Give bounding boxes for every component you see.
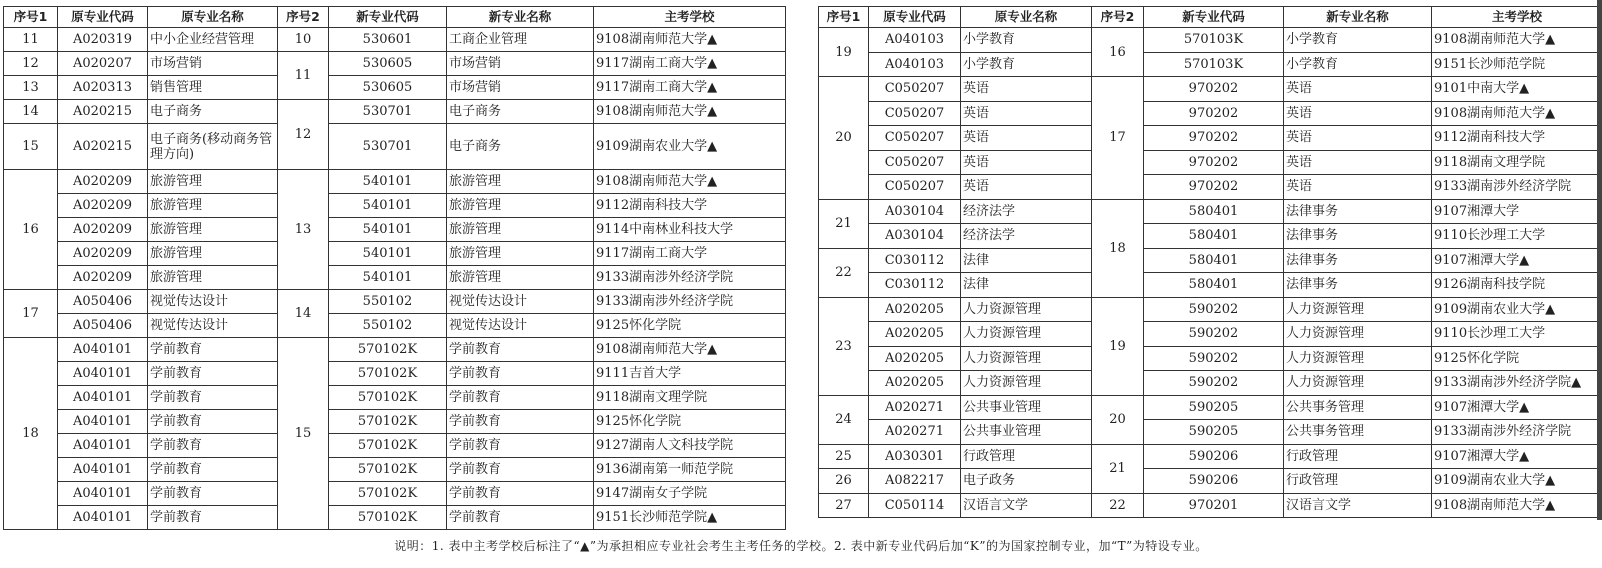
- table-row: [819, 469, 1602, 494]
- new-code-cell: 590206: [1144, 469, 1284, 494]
- new-code-cell: 550102: [329, 314, 447, 338]
- new-code-cell: 540101: [329, 218, 447, 242]
- table-row: [819, 273, 1602, 298]
- new-code-cell: 580401: [1144, 273, 1284, 298]
- old-name-cell: 英语: [961, 77, 1092, 102]
- new-code-cell: 570102K: [329, 458, 447, 482]
- old-code-cell: A020271: [869, 395, 961, 420]
- school-cell: 9117湖南工商大学▲: [594, 52, 786, 76]
- col-school-header: 主考学校: [594, 7, 786, 28]
- new-code-cell: 590202: [1144, 371, 1284, 396]
- new-code-cell: 570102K: [329, 506, 447, 530]
- right-table: [818, 6, 1602, 518]
- old-code-cell: A020207: [58, 52, 148, 76]
- new-name-cell: 人力资源管理: [1284, 297, 1432, 322]
- school-cell: 9101中南大学▲: [1432, 77, 1602, 102]
- school-cell: 9133湖南涉外经济学院: [594, 290, 786, 314]
- new-code-cell: 530601: [329, 28, 447, 52]
- old-code-cell: C050207: [869, 175, 961, 200]
- old-code-cell: C050207: [869, 77, 961, 102]
- school-cell: 9118湖南文理学院: [594, 386, 786, 410]
- old-code-cell: A040101: [58, 338, 148, 362]
- old-code-cell: C030112: [869, 248, 961, 273]
- table-row: [4, 434, 786, 458]
- table-row: [4, 100, 786, 124]
- new-name-cell: 学前教育: [447, 458, 594, 482]
- table-row: [4, 218, 786, 242]
- school-cell: 9133湖南涉外经济学院: [594, 266, 786, 290]
- table-row: [4, 482, 786, 506]
- old-code-cell: C050207: [869, 126, 961, 151]
- old-code-cell: A040101: [58, 506, 148, 530]
- new-code-cell: 590202: [1144, 297, 1284, 322]
- school-cell: 9118湖南文理学院: [1432, 150, 1602, 175]
- new-name-cell: 小学教育: [1284, 28, 1432, 53]
- table-row: [819, 395, 1602, 420]
- table-row: [4, 242, 786, 266]
- old-name-cell: 小学教育: [961, 28, 1092, 53]
- old-name-cell: 旅游管理: [148, 266, 278, 290]
- table-row: [4, 386, 786, 410]
- old-name-cell: 旅游管理: [148, 170, 278, 194]
- table-row: [819, 52, 1602, 77]
- new-name-cell: 视觉传达设计: [447, 314, 594, 338]
- seq2-cell: 22: [1092, 493, 1144, 518]
- new-code-cell: 540101: [329, 242, 447, 266]
- school-cell: 9136湖南第一师范学院: [594, 458, 786, 482]
- table-row: [4, 314, 786, 338]
- table-row: [4, 76, 786, 100]
- old-name-cell: 汉语言文学: [961, 493, 1092, 518]
- new-code-cell: 540101: [329, 194, 447, 218]
- school-cell: 9108湖南师范大学▲: [594, 100, 786, 124]
- school-cell: 9107湘潭大学: [1432, 199, 1602, 224]
- new-name-cell: 视觉传达设计: [447, 290, 594, 314]
- old-code-cell: A030104: [869, 199, 961, 224]
- col-seq2-header: 序号2: [1092, 7, 1144, 28]
- new-name-cell: 汉语言文学: [1284, 493, 1432, 518]
- seq1-cell: 23: [819, 297, 869, 395]
- school-cell: 9117湖南工商大学: [594, 242, 786, 266]
- left-table: [3, 6, 786, 530]
- new-name-cell: 学前教育: [447, 410, 594, 434]
- seq2-cell: 13: [278, 170, 329, 290]
- school-cell: 9112湖南科技大学: [1432, 126, 1602, 151]
- school-cell: 9108湖南师范大学▲: [1432, 101, 1602, 126]
- table-row: [4, 170, 786, 194]
- school-cell: 9133湖南涉外经济学院▲: [1432, 371, 1602, 396]
- new-code-cell: 590206: [1144, 444, 1284, 469]
- seq1-cell: 11: [4, 28, 58, 52]
- new-code-cell: 580401: [1144, 248, 1284, 273]
- new-code-cell: 580401: [1144, 224, 1284, 249]
- school-cell: 9133湖南涉外经济学院: [1432, 420, 1602, 445]
- new-name-cell: 旅游管理: [447, 242, 594, 266]
- school-cell: 9107湘潭大学▲: [1432, 248, 1602, 273]
- school-cell: 9107湘潭大学▲: [1432, 395, 1602, 420]
- old-name-cell: 学前教育: [148, 410, 278, 434]
- new-name-cell: 英语: [1284, 175, 1432, 200]
- old-code-cell: A020215: [58, 100, 148, 124]
- table-row: [4, 506, 786, 530]
- new-name-cell: 学前教育: [447, 434, 594, 458]
- new-name-cell: 行政管理: [1284, 469, 1432, 494]
- table-row: [819, 150, 1602, 175]
- seq2-cell: 17: [1092, 77, 1144, 200]
- seq1-cell: 17: [4, 290, 58, 338]
- old-name-cell: 人力资源管理: [961, 322, 1092, 347]
- school-cell: 9107湘潭大学▲: [1432, 444, 1602, 469]
- old-name-cell: 旅游管理: [148, 194, 278, 218]
- table-row: [4, 338, 786, 362]
- old-code-cell: A040101: [58, 386, 148, 410]
- seq2-cell: 12: [278, 100, 329, 170]
- old-name-cell: 学前教育: [148, 506, 278, 530]
- col-new-code-header: 新专业代码: [329, 7, 447, 28]
- old-code-cell: A020209: [58, 194, 148, 218]
- old-code-cell: A020209: [58, 266, 148, 290]
- new-code-cell: 530701: [329, 100, 447, 124]
- new-code-cell: 970202: [1144, 126, 1284, 151]
- new-name-cell: 英语: [1284, 77, 1432, 102]
- seq2-cell: 11: [278, 52, 329, 100]
- seq1-cell: 26: [819, 469, 869, 494]
- new-code-cell: 590205: [1144, 420, 1284, 445]
- school-cell: 9112湖南科技大学: [594, 194, 786, 218]
- old-name-cell: 人力资源管理: [961, 297, 1092, 322]
- school-cell: 9125怀化学院: [1432, 346, 1602, 371]
- old-code-cell: A040103: [869, 28, 961, 53]
- new-code-cell: 570102K: [329, 338, 447, 362]
- table-row: [819, 248, 1602, 273]
- new-code-cell: 590202: [1144, 322, 1284, 347]
- col-old-code-header: 原专业代码: [58, 7, 148, 28]
- new-code-cell: 570102K: [329, 362, 447, 386]
- new-name-cell: 旅游管理: [447, 194, 594, 218]
- old-name-cell: 销售管理: [148, 76, 278, 100]
- old-code-cell: A020205: [869, 371, 961, 396]
- school-cell: 9108湖南师范大学▲: [1432, 493, 1602, 518]
- new-code-cell: 970202: [1144, 150, 1284, 175]
- new-code-cell: 530701: [329, 124, 447, 170]
- school-cell: 9108湖南师范大学▲: [594, 338, 786, 362]
- school-cell: 9127湖南人文科技学院: [594, 434, 786, 458]
- seq1-cell: 18: [4, 338, 58, 530]
- old-name-cell: 经济法学: [961, 199, 1092, 224]
- seq1-cell: 12: [4, 52, 58, 76]
- table-row: [819, 175, 1602, 200]
- school-cell: 9109湖南农业大学▲: [594, 124, 786, 170]
- seq1-cell: 20: [819, 77, 869, 200]
- new-code-cell: 570103K: [1144, 52, 1284, 77]
- new-name-cell: 公共事务管理: [1284, 420, 1432, 445]
- new-code-cell: 570103K: [1144, 28, 1284, 53]
- new-name-cell: 英语: [1284, 101, 1432, 126]
- seq1-cell: 27: [819, 493, 869, 518]
- old-name-cell: 学前教育: [148, 386, 278, 410]
- table-row: [819, 224, 1602, 249]
- school-cell: 9133湖南涉外经济学院: [1432, 175, 1602, 200]
- old-code-cell: A040101: [58, 434, 148, 458]
- old-name-cell: 学前教育: [148, 458, 278, 482]
- seq2-cell: 19: [1092, 297, 1144, 395]
- seq2-cell: 16: [1092, 28, 1144, 77]
- seq1-cell: 14: [4, 100, 58, 124]
- table-row: [819, 371, 1602, 396]
- new-name-cell: 市场营销: [447, 52, 594, 76]
- old-name-cell: 学前教育: [148, 362, 278, 386]
- new-code-cell: 580401: [1144, 199, 1284, 224]
- old-code-cell: A030301: [869, 444, 961, 469]
- seq1-cell: 22: [819, 248, 869, 297]
- old-name-cell: 英语: [961, 150, 1092, 175]
- old-code-cell: C030112: [869, 273, 961, 298]
- old-name-cell: 英语: [961, 175, 1092, 200]
- old-code-cell: A082217: [869, 469, 961, 494]
- col-school-header: 主考学校: [1432, 7, 1602, 28]
- old-name-cell: 学前教育: [148, 434, 278, 458]
- col-new-name-header: 新专业名称: [447, 7, 594, 28]
- old-code-cell: C050207: [869, 101, 961, 126]
- school-cell: 9111吉首大学: [594, 362, 786, 386]
- new-code-cell: 970202: [1144, 175, 1284, 200]
- table-row: [819, 420, 1602, 445]
- old-code-cell: A020215: [58, 124, 148, 170]
- school-cell: 9109湖南农业大学▲: [1432, 297, 1602, 322]
- seq2-cell: 10: [278, 28, 329, 52]
- table-row: [819, 28, 1602, 53]
- table-row: [819, 199, 1602, 224]
- table-row: [819, 444, 1602, 469]
- table-row: [819, 322, 1602, 347]
- new-name-cell: 人力资源管理: [1284, 346, 1432, 371]
- table-row: [819, 77, 1602, 102]
- old-name-cell: 英语: [961, 126, 1092, 151]
- col-seq2-header: 序号2: [278, 7, 329, 28]
- seq1-cell: 15: [4, 124, 58, 170]
- footnote: 说明：1. 表中主考学校后标注了“▲”为承担相应专业社会考生主考任务的学校。2. 表中新专业代码后加“K”的为国家控制专业，加“T”为特设专业。: [394, 539, 1208, 553]
- school-cell: 9151长沙师范学院: [1432, 52, 1602, 77]
- seq2-cell: 21: [1092, 444, 1144, 493]
- new-name-cell: 学前教育: [447, 386, 594, 410]
- old-name-cell: 电子商务(移动商务管理方向): [148, 124, 278, 170]
- old-name-cell: 电子政务: [961, 469, 1092, 494]
- old-name-cell: 经济法学: [961, 224, 1092, 249]
- new-code-cell: 530605: [329, 76, 447, 100]
- new-code-cell: 570102K: [329, 434, 447, 458]
- new-code-cell: 540101: [329, 266, 447, 290]
- old-name-cell: 视觉传达设计: [148, 314, 278, 338]
- new-code-cell: 570102K: [329, 410, 447, 434]
- school-cell: 9110长沙理工大学: [1432, 322, 1602, 347]
- table-row: [819, 126, 1602, 151]
- new-name-cell: 工商企业管理: [447, 28, 594, 52]
- new-code-cell: 970201: [1144, 493, 1284, 518]
- seq2-cell: 14: [278, 290, 329, 338]
- old-name-cell: 公共事业管理: [961, 420, 1092, 445]
- school-cell: 9125怀化学院: [594, 410, 786, 434]
- school-cell: 9151长沙师范学院▲: [594, 506, 786, 530]
- old-code-cell: C050207: [869, 150, 961, 175]
- col-old-name-header: 原专业名称: [961, 7, 1092, 28]
- old-code-cell: A040101: [58, 410, 148, 434]
- old-code-cell: A050406: [58, 314, 148, 338]
- new-name-cell: 小学教育: [1284, 52, 1432, 77]
- col-new-code-header: 新专业代码: [1144, 7, 1284, 28]
- new-name-cell: 电子商务: [447, 124, 594, 170]
- table-row: [819, 493, 1602, 518]
- old-code-cell: A020209: [58, 218, 148, 242]
- old-code-cell: A020205: [869, 297, 961, 322]
- old-name-cell: 法律: [961, 248, 1092, 273]
- col-seq1-header: 序号1: [4, 7, 58, 28]
- page-edge-rule: [1597, 0, 1602, 520]
- old-code-cell: A040103: [869, 52, 961, 77]
- table-row: [4, 290, 786, 314]
- new-name-cell: 学前教育: [447, 338, 594, 362]
- old-name-cell: 英语: [961, 101, 1092, 126]
- new-name-cell: 学前教育: [447, 362, 594, 386]
- school-cell: 9126湖南科技学院: [1432, 273, 1602, 298]
- seq2-cell: 18: [1092, 199, 1144, 297]
- new-name-cell: 法律事务: [1284, 248, 1432, 273]
- school-cell: 9114中南林业科技大学: [594, 218, 786, 242]
- old-name-cell: 学前教育: [148, 338, 278, 362]
- new-code-cell: 970202: [1144, 101, 1284, 126]
- old-code-cell: A020205: [869, 346, 961, 371]
- table-row: [4, 410, 786, 434]
- table-row: [819, 101, 1602, 126]
- header-row: [819, 7, 1602, 28]
- seq1-cell: 19: [819, 28, 869, 77]
- old-code-cell: A020319: [58, 28, 148, 52]
- col-new-name-header: 新专业名称: [1284, 7, 1432, 28]
- new-code-cell: 970202: [1144, 77, 1284, 102]
- new-name-cell: 法律事务: [1284, 273, 1432, 298]
- old-code-cell: A040101: [58, 458, 148, 482]
- new-name-cell: 公共事务管理: [1284, 395, 1432, 420]
- old-name-cell: 市场营销: [148, 52, 278, 76]
- new-name-cell: 旅游管理: [447, 218, 594, 242]
- new-name-cell: 法律事务: [1284, 224, 1432, 249]
- seq1-cell: 16: [4, 170, 58, 290]
- new-name-cell: 人力资源管理: [1284, 371, 1432, 396]
- col-old-code-header: 原专业代码: [869, 7, 961, 28]
- old-code-cell: C050114: [869, 493, 961, 518]
- school-cell: 9109湖南农业大学▲: [1432, 469, 1602, 494]
- old-name-cell: 小学教育: [961, 52, 1092, 77]
- old-name-cell: 行政管理: [961, 444, 1092, 469]
- old-name-cell: 学前教育: [148, 482, 278, 506]
- new-name-cell: 英语: [1284, 150, 1432, 175]
- new-code-cell: 550102: [329, 290, 447, 314]
- school-cell: 9108湖南师范大学▲: [594, 170, 786, 194]
- seq1-cell: 25: [819, 444, 869, 469]
- new-name-cell: 人力资源管理: [1284, 322, 1432, 347]
- col-old-name-header: 原专业名称: [148, 7, 278, 28]
- table-row: [4, 194, 786, 218]
- old-name-cell: 电子商务: [148, 100, 278, 124]
- new-code-cell: 570102K: [329, 386, 447, 410]
- old-name-cell: 公共事业管理: [961, 395, 1092, 420]
- school-cell: 9108湖南师范大学▲: [1432, 28, 1602, 53]
- school-cell: 9125怀化学院: [594, 314, 786, 338]
- new-name-cell: 学前教育: [447, 482, 594, 506]
- table-row: [4, 458, 786, 482]
- table-row: [819, 346, 1602, 371]
- old-code-cell: A050406: [58, 290, 148, 314]
- old-code-cell: A040101: [58, 362, 148, 386]
- table-row: [819, 297, 1602, 322]
- seq2-cell: 20: [1092, 395, 1144, 444]
- old-code-cell: A020209: [58, 170, 148, 194]
- new-name-cell: 市场营销: [447, 76, 594, 100]
- table-row: [4, 28, 786, 52]
- old-code-cell: A020313: [58, 76, 148, 100]
- old-name-cell: 人力资源管理: [961, 371, 1092, 396]
- old-name-cell: 法律: [961, 273, 1092, 298]
- new-name-cell: 行政管理: [1284, 444, 1432, 469]
- old-code-cell: A020205: [869, 322, 961, 347]
- new-code-cell: 590202: [1144, 346, 1284, 371]
- seq1-cell: 21: [819, 199, 869, 248]
- old-code-cell: A030104: [869, 224, 961, 249]
- new-code-cell: 570102K: [329, 482, 447, 506]
- school-cell: 9110长沙理工大学: [1432, 224, 1602, 249]
- old-name-cell: 中小企业经营管理: [148, 28, 278, 52]
- old-code-cell: A020271: [869, 420, 961, 445]
- seq1-cell: 13: [4, 76, 58, 100]
- new-code-cell: 540101: [329, 170, 447, 194]
- school-cell: 9108湖南师范大学▲: [594, 28, 786, 52]
- old-name-cell: 旅游管理: [148, 242, 278, 266]
- col-seq1-header: 序号1: [819, 7, 869, 28]
- school-cell: 9117湖南工商大学▲: [594, 76, 786, 100]
- new-code-cell: 590205: [1144, 395, 1284, 420]
- old-name-cell: 视觉传达设计: [148, 290, 278, 314]
- old-name-cell: 人力资源管理: [961, 346, 1092, 371]
- old-code-cell: A020209: [58, 242, 148, 266]
- new-name-cell: 英语: [1284, 126, 1432, 151]
- table-row: [4, 362, 786, 386]
- header-row: [4, 7, 786, 28]
- new-name-cell: 旅游管理: [447, 170, 594, 194]
- new-name-cell: 电子商务: [447, 100, 594, 124]
- new-code-cell: 530605: [329, 52, 447, 76]
- seq2-cell: 15: [278, 338, 329, 530]
- table-row: [4, 266, 786, 290]
- table-row: [4, 52, 786, 76]
- old-name-cell: 旅游管理: [148, 218, 278, 242]
- new-name-cell: 学前教育: [447, 506, 594, 530]
- new-name-cell: 旅游管理: [447, 266, 594, 290]
- seq1-cell: 24: [819, 395, 869, 444]
- old-code-cell: A040101: [58, 482, 148, 506]
- school-cell: 9147湖南女子学院: [594, 482, 786, 506]
- table-row: [4, 124, 786, 170]
- new-name-cell: 法律事务: [1284, 199, 1432, 224]
